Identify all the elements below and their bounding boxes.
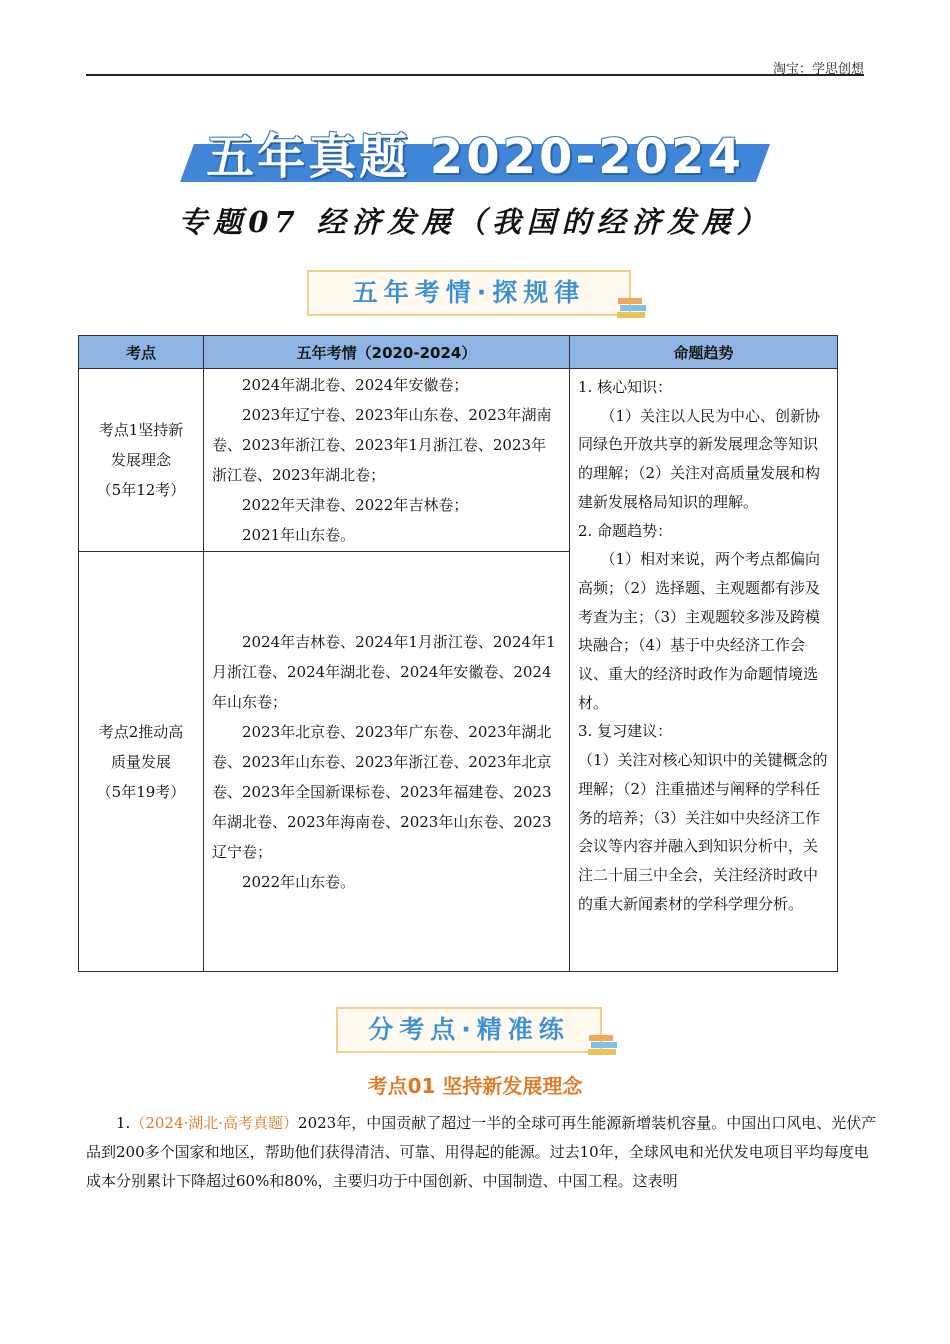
topic-line: 考点2推动高 xyxy=(98,722,184,741)
question-text: 2023年，中国贡献了超过一半的全球可再生能源新增装机容量。中国出口风电、光伏产品到200多个国家和地区，帮助他们获得清洁、可靠、用得起的能源。过去10年，全球风电和光伏发电项目平均每度电成本分别累计下降超过60%和80%，主要归功于中国创新、中国制造、中国工程。这表明 xyxy=(86,1114,877,1190)
years-cell xyxy=(204,552,570,972)
topic-line: （5年12考） xyxy=(96,481,186,499)
question-source: （2024·湖北·高考真题） xyxy=(130,1114,299,1132)
trend-heading: 3. 复习建议： xyxy=(578,722,673,741)
trend-paragraph: （1）相对来说，两个考点都偏向高频；（2）选择题、主观题都有涉及考查为主；（3）主观题较多涉及跨模块融合；（4）基于中央经济工作会议、重大的经济时政作为命题情境选材。 xyxy=(578,550,821,712)
topic-subtitle: 专题07 经济发展（我国的经济发展） xyxy=(178,205,772,239)
section-label-practice xyxy=(336,1007,602,1053)
section-label-exam-overview xyxy=(307,270,631,316)
header-divider xyxy=(86,74,864,76)
topic-line: 发展理念 xyxy=(110,451,171,469)
header-years: 五年考情（2020-2024） xyxy=(204,336,570,369)
section-label-text: 五年考情·探规律 xyxy=(352,278,586,307)
years-line: 2023年北京卷、2023年广东卷、2023年湖北卷、2023年山东卷、2023年浙江卷、2023年北京卷、2023年全国新课标卷、2023年福建卷、2023年湖北卷、2023年海南卷、2023年山东卷、2023辽宁卷； xyxy=(212,722,552,861)
trend-heading: 1. 核心知识： xyxy=(578,378,673,396)
title-banner xyxy=(180,116,770,184)
years-cell xyxy=(204,369,570,552)
exam-overview-table xyxy=(78,335,838,972)
header-source-text: 淘宝：学思创想 xyxy=(772,62,864,77)
years-line: 2024年吉林卷、2024年1月浙江卷、2024年1月浙江卷、2024年湖北卷、2024年安徽卷、2024年山东卷； xyxy=(212,632,556,711)
question-number: 1. xyxy=(116,1114,131,1132)
trend-cell xyxy=(570,369,838,972)
banner-title: 五年真题 2020-2024 xyxy=(206,129,744,185)
topic-line: 质量发展 xyxy=(110,752,171,771)
years-line: 2023年辽宁卷、2023年山东卷、2023年湖南卷、2023年浙江卷、2023年1月浙江卷、2023年浙江卷、2023年湖北卷； xyxy=(212,406,552,484)
topic-line: 考点1坚持新 xyxy=(98,421,184,439)
trend-heading: 2. 命题趋势： xyxy=(578,521,673,540)
years-line: 2022年天津卷、2022年吉林卷； xyxy=(242,496,469,514)
trend-paragraph: （1）关注以人民为中心、创新协同绿色开放共享的新发展理念等知识的理解；（2）关注对高质量发展和构建新发展格局知识的理解。 xyxy=(578,406,821,511)
kaodian-title: 考点01 坚持新发展理念 xyxy=(367,1074,583,1098)
topic-cell xyxy=(79,369,204,552)
years-line: 2024年湖北卷、2024年安徽卷； xyxy=(242,376,469,394)
header-trend: 命题趋势 xyxy=(570,336,838,369)
question-1 xyxy=(86,1109,878,1196)
topic-cell xyxy=(79,552,204,972)
topic-line: （5年19考） xyxy=(96,782,186,801)
table-row xyxy=(79,369,838,552)
trend-paragraph: （1）关注对核心知识中的关键概念的理解；（2）注重描述与阐释的学科任务的培养；（3）关注如中央经济工作会议等内容并融入到知识分析中，关注二十届三中全会，关注经济时政中的重大新闻素材的学科学理分析。 xyxy=(578,751,828,913)
section-label-text: 分考点·精准练 xyxy=(368,1015,570,1044)
years-line: 2021年山东卷。 xyxy=(242,526,356,544)
books-icon xyxy=(586,1031,620,1059)
table-header-row xyxy=(79,336,838,369)
years-line: 2022年山东卷。 xyxy=(242,872,356,891)
books-icon xyxy=(615,294,649,322)
header-topic: 考点 xyxy=(79,336,204,369)
